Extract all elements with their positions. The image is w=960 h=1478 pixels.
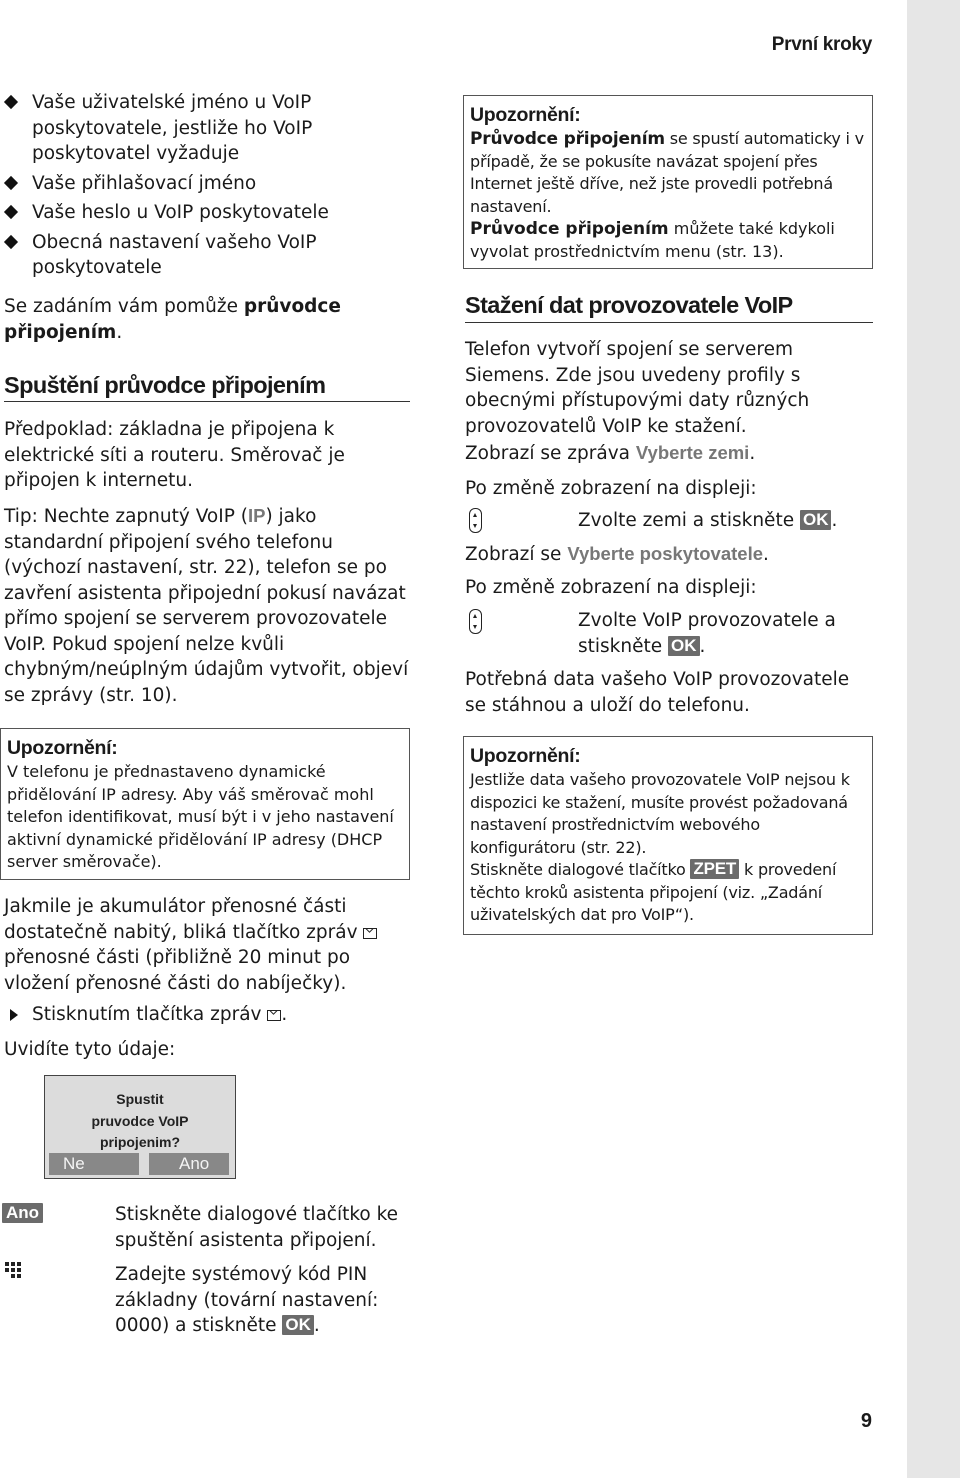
note-text: Stiskněte dialogové tlačítko ZPET k provedení těchto kroků asistenta připojení (viz. „Zadání uživatelských dat pro VoIP“). <box>470 859 837 924</box>
zpet-key[interactable]: ZPET <box>690 859 739 879</box>
ok-key[interactable]: OK <box>800 510 832 530</box>
display-line: pruvodce VoIP <box>91 1113 189 1129</box>
ok-key[interactable]: OK <box>282 1315 314 1335</box>
keypad-icon <box>5 1262 23 1282</box>
note-box <box>0 728 410 880</box>
wizard-intro: Se zadáním vám pomůže průvodce připojením. <box>4 296 341 343</box>
ok-key[interactable]: OK <box>668 636 700 656</box>
step-instruction: Zvolte zemi a stiskněte OK . <box>578 510 838 531</box>
note-title: Upozornění: <box>7 737 118 759</box>
pin-instruction: Zadejte systémový kód PIN základny (tovární nastavení: 0000) a stiskněte OK . <box>115 1264 379 1336</box>
step-arrow-icon <box>10 1009 18 1021</box>
requirements-list <box>4 90 364 281</box>
note-title: Upozornění: <box>470 745 581 767</box>
ano-key[interactable]: Ano <box>2 1203 43 1223</box>
ano-instruction: Stiskněte dialogové tlačítko ke spuštění asistenta připojení. <box>115 1204 399 1251</box>
note-box <box>463 736 873 935</box>
bullet-diamond-icon <box>4 234 18 248</box>
handset-display <box>44 1075 236 1179</box>
softkey-ano[interactable]: Ano <box>149 1153 229 1175</box>
page-number: 9 <box>860 1410 872 1432</box>
note-text: Průvodce připojením můžete také kdykoli vyvolat prostřednictvím menu (str. 13). <box>470 219 835 261</box>
bullet-diamond-icon <box>4 205 18 219</box>
bullet-diamond-icon <box>4 175 18 189</box>
paragraph: Potřebná data vašeho VoIP provozovatele se stáhnou a uloží do telefonu. <box>465 669 850 716</box>
see-text: Uvidíte tyto údaje: <box>4 1039 176 1060</box>
paragraph: Po změně zobrazení na displeji: <box>465 478 757 499</box>
display-line: Spustit <box>116 1091 164 1107</box>
display-line: pripojenim? <box>99 1134 181 1150</box>
tip-paragraph: Tip: Nechte zapnutý VoIP (IP) jako standardní připojení svého telefonu (výchozí nastavení, str. 22), telefon se po zavření asistenta připojední pokusí navázat přímo spojení se serverem provozovatele VoIP. Pokud spojení nelze kvůli chybným/neúplným údajům vytvořit, objeví se zprávy (str. 10). <box>4 505 409 706</box>
paragraph: Po změně zobrazení na displeji: <box>465 577 757 598</box>
navigation-key-icon <box>469 609 482 634</box>
note-text: Průvodce připojením se spustí automaticky i v případě, že se pokusíte navázat spojení přes Internet ještě dříve, než jste provedli potřebná nastavení. <box>470 129 864 216</box>
paragraph: Telefon vytvoří spojení se serverem Siemens. Zde jsou uvedeny profily s obecnými přístupovými daty různých provozovatelů VoIP ke stažení. <box>465 339 810 437</box>
note-box <box>463 95 873 269</box>
softkey-ne[interactable]: Ne <box>49 1153 139 1175</box>
prerequisite: Předpoklad: základna je připojena k elektrické síti a routeru. Směrovač je připojen k internetu. <box>4 419 345 491</box>
list-item: Vaše uživatelské jméno u VoIP poskytovatele, jestliže ho VoIP poskytovatel vyžaduje <box>4 90 364 171</box>
step-press-messages: Stisknutím tlačítka zpráv . <box>4 1002 404 1028</box>
page-edge-tab <box>907 0 960 1478</box>
message-envelope-icon <box>267 1010 281 1021</box>
bullet-diamond-icon <box>4 95 18 109</box>
note-text: Jestliže data vašeho provozovatele VoIP nejsou k dispozici ke stažení, musíte provést požadovaná nastavení prostřednictvím webového konfigurátoru (str. 22). <box>470 770 850 857</box>
list-item: Vaše heslo u VoIP poskytovatele <box>4 200 364 230</box>
message-envelope-icon <box>363 928 377 939</box>
note-title: Upozornění: <box>470 104 581 126</box>
section-heading: Spuštění průvodce připojením <box>4 372 410 402</box>
section-heading: Stažení dat provozovatele VoIP <box>465 292 873 323</box>
paragraph: Zobrazí se Vyberte poskytovatele. <box>465 543 769 565</box>
list-item: Vaše přihlašovací jméno <box>4 171 364 201</box>
battery-paragraph: Jakmile je akumulátor přenosné části dostatečně nabitý, bliká tlačítko zpráv přenosné části (přibližně 20 minut po vložení přenosné části do nabíječky). <box>4 894 396 996</box>
display-message: Vyberte zemi <box>635 442 750 463</box>
navigation-key-icon <box>469 508 482 533</box>
step-instruction: Zvolte VoIP provozovatele a stiskněte OK . <box>578 610 836 657</box>
list-item: Obecná nastavení vašeho VoIP poskytovatele <box>4 230 364 281</box>
paragraph: Zobrazí se zpráva Vyberte zemi. <box>465 442 756 464</box>
running-header: První kroky <box>771 34 872 55</box>
display-message: Vyberte poskytovatele <box>567 543 764 564</box>
note-text: V telefonu je přednastaveno dynamické přidělování IP adresy. Aby váš směrovač mohl telefon identifikovat, musí být i v jeho nastavení aktivní dynamické přidělování IP adresy (DHCP server směrovače). <box>7 762 394 871</box>
